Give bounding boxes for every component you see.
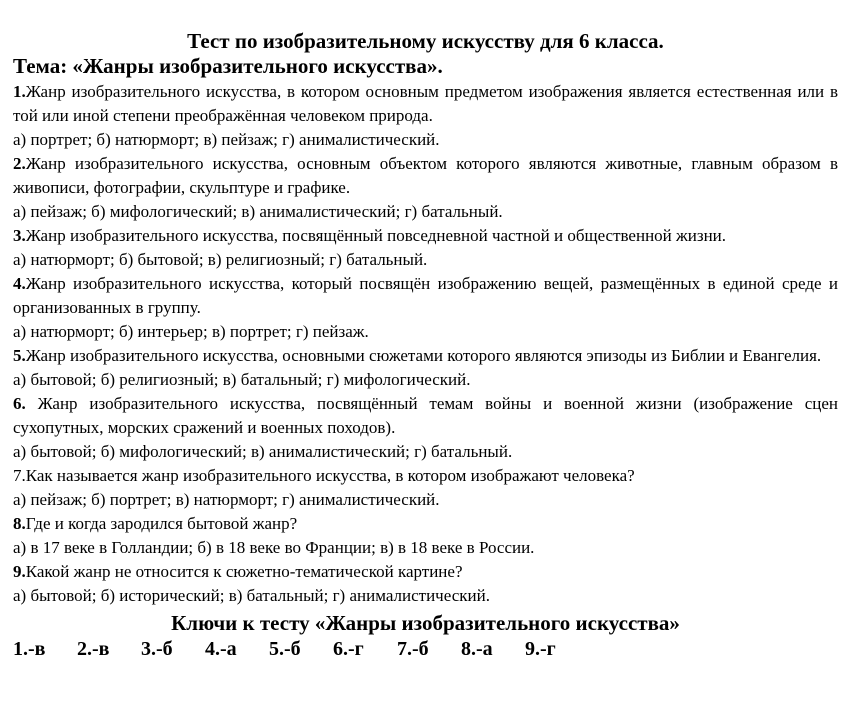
question-text: Жанр изобразительного искусства, который посвящён изображению вещей, размещённых в единой среде и организованных в группу. (13, 274, 838, 317)
answer-key-item: 9.-г (525, 638, 556, 660)
answer-key-row (13, 636, 838, 662)
question-list (13, 80, 838, 608)
answer-options-6: а) бытовой; б) мифологический; в) анималистический; г) батальный. (13, 442, 513, 461)
question-number: 5. (13, 346, 26, 365)
question-9 (13, 560, 838, 584)
question-text: Где и когда зародился бытовой жанр? (25, 514, 298, 533)
answer-options-3: а) натюрморт; б) бытовой; в) религиозный; г) батальный. (13, 250, 428, 269)
question-4 (13, 272, 838, 320)
question-number: 1. (13, 82, 26, 101)
answer-key-item: 6.-г (333, 638, 364, 660)
question-3 (13, 224, 838, 248)
answer-key-item: 8.-а (461, 638, 493, 660)
question-number: 8. (13, 514, 26, 533)
answer-key-item: 3.-б (141, 638, 173, 660)
answer-options-2: а) пейзаж; б) мифологический; в) анималистический; г) батальный. (13, 202, 503, 221)
question-7 (13, 464, 838, 488)
document-title: Тест по изобразительному искусству для 6 класса. (187, 29, 664, 53)
answer-key-title: Ключи к тесту «Жанры изобразительного искусства» (171, 611, 680, 635)
question-text: Жанр изобразительного искусства, основными сюжетами которого являются эпизоды из Библии и Евангелия. (25, 346, 822, 365)
question-number: 3. (13, 226, 26, 245)
answer-options-4: а) натюрморт; б) интерьер; в) портрет; г) пейзаж. (13, 322, 369, 341)
question-text: 7.Как называется жанр изобразительного искусства, в котором изображают человека? (13, 466, 635, 485)
answer-options-7: а) пейзаж; б) портрет; в) натюрморт; г) анималистический. (13, 490, 440, 509)
question-text: Жанр изобразительного искусства, в котором основным предметом изображения является естественная или в той или иной степени преображённая человеком природа. (13, 82, 838, 125)
question-2 (13, 152, 838, 200)
question-text: Какой жанр не относится к сюжетно-тематической картине? (25, 562, 463, 581)
question-text: Жанр изобразительного искусства, посвящённый повседневной частной и общественной жизни. (25, 226, 727, 245)
question-text: Жанр изобразительного искусства, посвящённый темам войны и военной жизни (изображение сцен сухопутных, морских сражений и военных походов). (13, 394, 838, 437)
answer-key-item: 7.-б (397, 638, 429, 660)
question-text: Жанр изобразительного искусства, основным объектом которого являются животные, главным образом в живописи, фотографии, скульптуре и графике. (13, 154, 838, 197)
question-number: 6. (13, 394, 26, 413)
document-theme: Тема: «Жанры изобразительного искусства». (13, 54, 443, 78)
answer-options-9: а) бытовой; б) исторический; в) батальный; г) анималистический. (13, 586, 490, 605)
answer-key-item: 1.-в (13, 638, 46, 660)
question-number: 2. (13, 154, 26, 173)
question-number: 9. (13, 562, 26, 581)
answer-key-item: 4.-а (205, 638, 237, 660)
question-number: 4. (13, 274, 26, 293)
answer-options-1: а) портрет; б) натюрморт; в) пейзаж; г) анималистический. (13, 130, 440, 149)
question-1 (13, 80, 838, 128)
answer-options-8: а) в 17 веке в Голландии; б) в 18 веке во Франции; в) в 18 веке в России. (13, 538, 535, 557)
question-8 (13, 512, 838, 536)
answer-options-5: а) бытовой; б) религиозный; в) батальный; г) мифологический. (13, 370, 471, 389)
question-5 (13, 344, 838, 368)
answer-key-item: 2.-в (77, 638, 110, 660)
question-6 (13, 392, 838, 440)
answer-key-item: 5.-б (269, 638, 301, 660)
